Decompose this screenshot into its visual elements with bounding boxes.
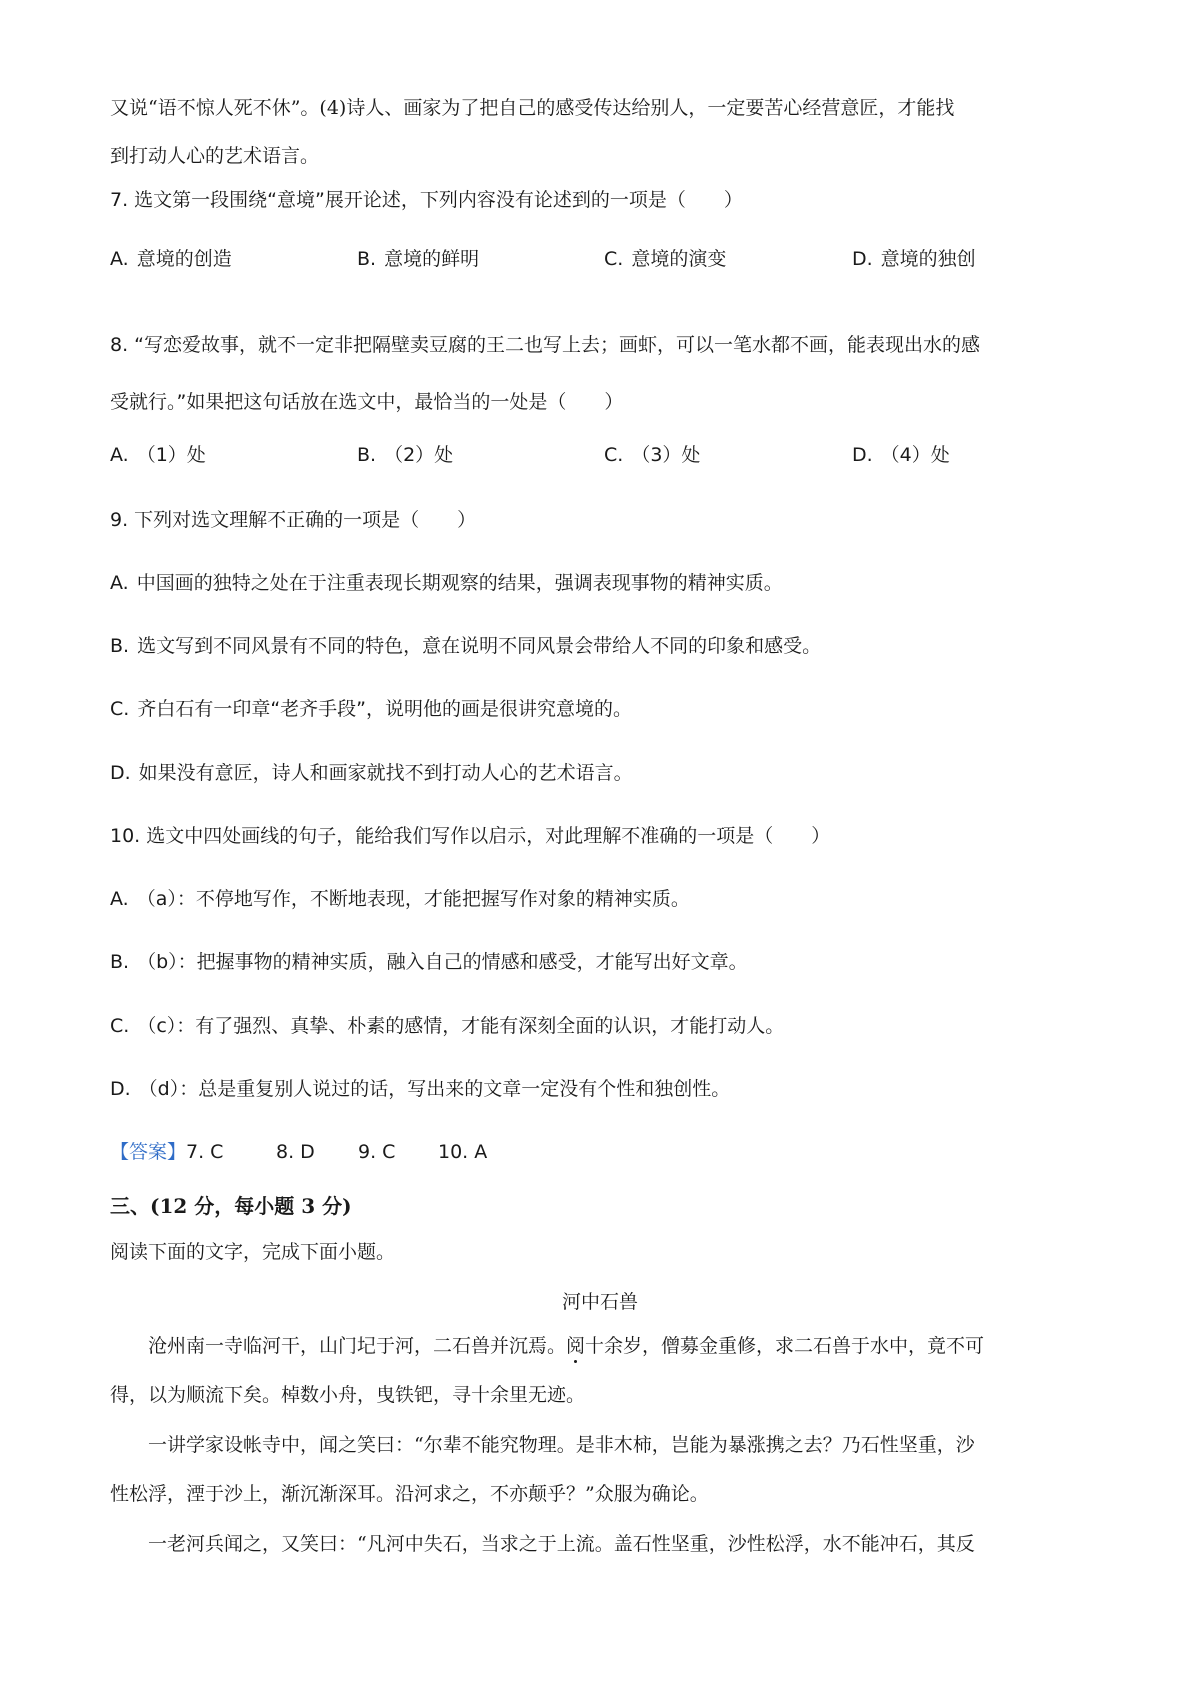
option-label: A. (110, 572, 129, 594)
q7-option-a[interactable] (110, 245, 232, 273)
option-label: B. (110, 951, 130, 973)
q10-option-a[interactable] (110, 885, 690, 913)
answer-tag: 【答案】 (110, 1141, 187, 1163)
passage-paragraph-2-cont: 性松浮，湮于沙上，渐沉渐深耳。沿河求之，不亦颠乎？”众服为确论。 (110, 1483, 709, 1505)
option-label: B. (357, 444, 377, 466)
q10-option-c[interactable] (110, 1012, 784, 1040)
option-label: B. (110, 635, 130, 657)
option-text: 如果没有意匠，诗人和画家就找不到打动人心的艺术语言。 (138, 762, 633, 784)
q8-option-a[interactable] (110, 441, 206, 469)
passage-paragraph-2: 一讲学家设帐寺中，闻之笑曰：“尔辈不能究物理。是非木柿，岂能为暴涨携之去？乃石性坚重，沙 (148, 1434, 975, 1456)
q8-option-b[interactable] (357, 441, 453, 469)
answer-line (110, 1138, 223, 1166)
passage-line: 到打动人心的艺术语言。 (110, 145, 320, 167)
option-label: D. (110, 1078, 131, 1100)
text-run: 十余岁，僧募金重修，求二石兽于水中，竟不可 (585, 1335, 985, 1357)
question-8-stem: 8. “写恋爱故事，就不一定非把隔壁卖豆腐的王二也写上去；画虾，可以一笔水都不画，能表现出水的感 (110, 334, 981, 356)
passage-paragraph-1-cont: 得，以为顺流下矣。棹数小舟，曳铁钯，寻十余里无迹。 (110, 1384, 586, 1406)
option-label: A. (110, 248, 129, 270)
question-9-stem: 9. 下列对选文理解不正确的一项是（ ） (110, 509, 477, 531)
emphasis-dot-char: 阅 (566, 1335, 586, 1357)
option-label: D. (852, 248, 873, 270)
option-label: D. (852, 444, 873, 466)
option-label: C. (604, 248, 624, 270)
option-label: D. (110, 762, 131, 784)
question-7-stem: 7. 选文第一段围绕“意境”展开论述，下列内容没有论述到的一项是（ ） (110, 189, 743, 211)
option-label: B. (357, 248, 377, 270)
question-8-stem-cont: 受就行。”如果把这句话放在选文中，最恰当的一处是（ ） (110, 391, 624, 413)
q9-option-d[interactable] (110, 759, 633, 787)
q10-option-d[interactable] (110, 1075, 730, 1103)
q7-option-c[interactable] (604, 245, 726, 273)
option-text: 意境的演变 (631, 248, 727, 270)
option-text: （2）处 (384, 444, 454, 466)
option-text: （3）处 (631, 444, 701, 466)
passage-paragraph-1 (148, 1332, 984, 1360)
text-run: 沧州南一寺临河干，山门圮于河，二石兽并沉焉。 (148, 1335, 567, 1357)
q9-option-a[interactable] (110, 569, 783, 597)
option-text: （1）处 (136, 444, 206, 466)
option-text: 选文写到不同风景有不同的特色，意在说明不同风景会带给人不同的印象和感受。 (137, 635, 822, 657)
q9-option-b[interactable] (110, 632, 821, 660)
passage-line: 又说“语不惊人死不休”。(4)诗人、画家为了把自己的感受传达给别人，一定要苦心经营意匠，才能找 (110, 97, 955, 119)
option-label: C. (110, 698, 130, 720)
q9-option-c[interactable] (110, 695, 632, 723)
option-label: C. (110, 1015, 130, 1037)
option-text: （d）：总是重复别人说过的话，写出来的文章一定没有个性和独创性。 (138, 1078, 731, 1100)
passage-title: 河中石兽 (561, 1291, 638, 1313)
section-heading: 三、(12 分，每小题 3 分) (110, 1194, 352, 1218)
question-10-stem: 10. 选文中四处画线的句子，能给我们写作以启示，对此理解不准确的一项是（ ） (110, 825, 831, 847)
option-text: 意境的创造 (136, 248, 232, 270)
option-text: （4）处 (880, 444, 950, 466)
option-label: A. (110, 444, 129, 466)
option-text: 齐白石有一印章“老齐手段”，说明他的画是很讲究意境的。 (137, 698, 633, 720)
q8-option-c[interactable] (604, 441, 700, 469)
option-text: 意境的鲜明 (384, 248, 480, 270)
answer-item: 10. A (438, 1141, 488, 1163)
answer-item: 7. C (186, 1141, 224, 1163)
q8-option-d[interactable] (852, 441, 950, 469)
answer-item: 9. C (358, 1141, 396, 1163)
option-text: 中国画的独特之处在于注重表现长期观察的结果，强调表现事物的精神实质。 (136, 572, 783, 594)
option-text: （a）：不停地写作，不断地表现，才能把握写作对象的精神实质。 (136, 888, 690, 910)
option-text: （b）：把握事物的精神实质，融入自己的情感和感受，才能写出好文章。 (137, 951, 748, 973)
option-label: C. (604, 444, 624, 466)
passage-paragraph-3: 一老河兵闻之，又笑曰：“凡河中失石，当求之于上流。盖石性坚重，沙性松浮，水不能冲石，其反 (148, 1533, 975, 1555)
q10-option-b[interactable] (110, 948, 748, 976)
option-text: 意境的独创 (880, 248, 976, 270)
section-instruction: 阅读下面的文字，完成下面小题。 (110, 1241, 396, 1263)
q7-option-b[interactable] (357, 245, 479, 273)
q7-option-d[interactable] (852, 245, 976, 273)
option-label: A. (110, 888, 129, 910)
option-text: （c）：有了强烈、真挚、朴素的感情，才能有深刻全面的认识，才能打动人。 (137, 1015, 785, 1037)
answer-item: 8. D (276, 1141, 315, 1163)
